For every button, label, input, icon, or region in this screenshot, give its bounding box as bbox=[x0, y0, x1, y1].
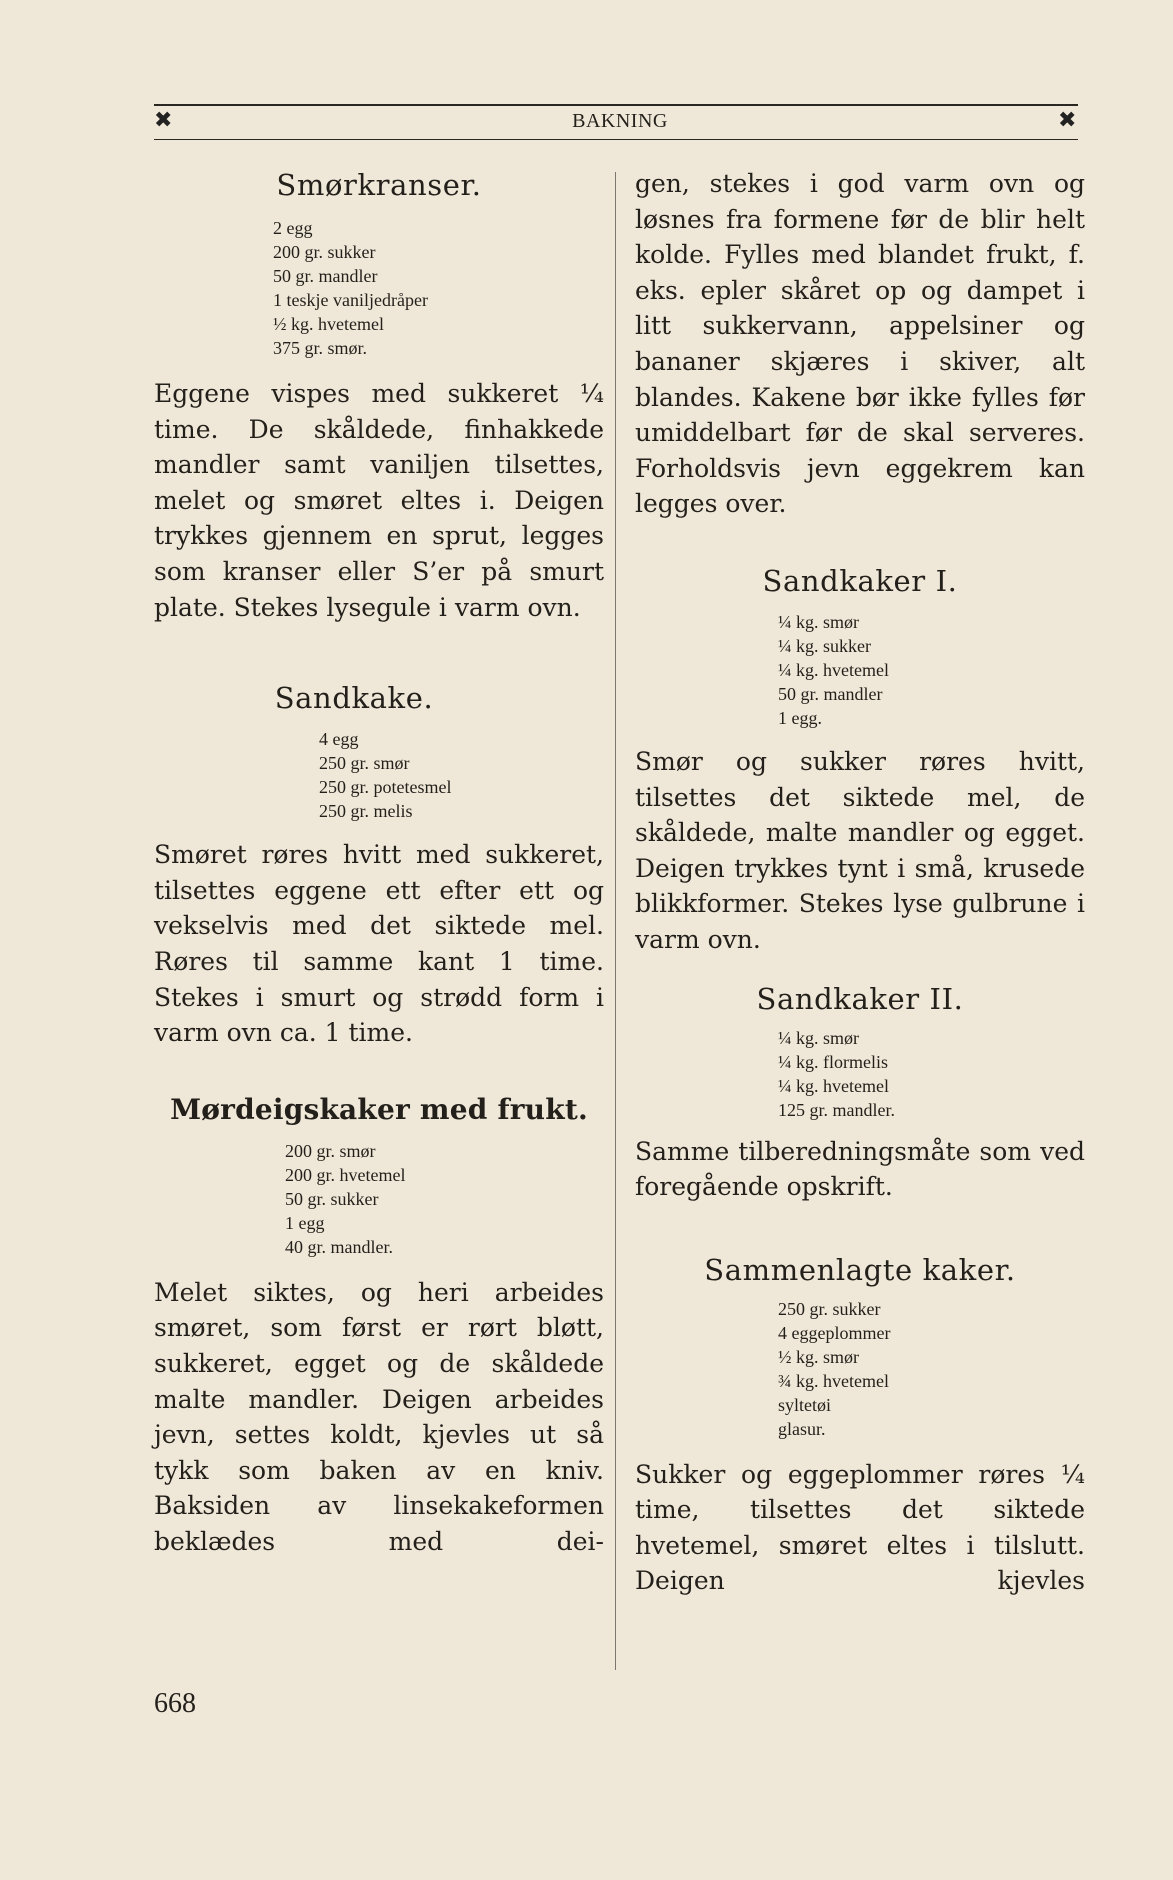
ingredient-item: 4 eggeplommer bbox=[778, 1322, 891, 1343]
continued-text: gen, stekes i god varm ovn og løsnes fra formene før de blir helt kolde. Fylles med blandet frukt, f. eks. epler skåret op og dampet i litt sukkervann, appelsiner og bananer skjæres i skiver, alt blandes. Kakene bør ikke fylles før umiddelbart før de skal serveres. Forholdsvis jevn eggekrem kan legges over. bbox=[635, 169, 1085, 519]
recipe-mordeigskaker bbox=[154, 1091, 604, 1560]
recipe-text: Melet siktes, og heri arbeides smøret, som først er rørt bløtt, sukkeret, egget og de skåldede malte mandler. Deigen arbeides jevn, settes koldt, kjevles ut så tykk som baken av en kniv. Baksiden av linsekakeformen beklædes med dei- bbox=[154, 1277, 604, 1556]
ingredient-item: 250 gr. potetesmel bbox=[319, 777, 452, 798]
recipe-text: Samme tilberedningsmåte som ved foregående opskrift. bbox=[635, 1136, 1085, 1202]
ingredient-item: 50 gr. mandler bbox=[778, 683, 883, 704]
ingredient-item: ½ kg. smør bbox=[778, 1346, 859, 1367]
right-column bbox=[635, 150, 1085, 1599]
recipe-title: Sandkaker II. bbox=[756, 981, 964, 1016]
ingredient-list bbox=[319, 727, 604, 823]
ingredient-item: ¼ kg. smør bbox=[778, 611, 859, 632]
ingredient-item: 4 egg bbox=[319, 729, 359, 750]
ingredient-list bbox=[273, 216, 604, 360]
ingredient-item: ¼ kg. smør bbox=[778, 1027, 859, 1048]
ingredient-item: ½ kg. hvetemel bbox=[273, 314, 384, 334]
ingredient-list bbox=[778, 1297, 1085, 1441]
ingredient-list bbox=[778, 1026, 1085, 1122]
ingredient-item: syltetøi bbox=[778, 1394, 831, 1415]
running-head: BAKNING bbox=[572, 110, 668, 132]
ingredient-item: 50 gr. sukker bbox=[285, 1188, 379, 1209]
recipe-title: Smørkranser. bbox=[276, 168, 482, 202]
header-bottom-rule bbox=[154, 139, 1078, 140]
recipe-text: Eggene vispes med sukkeret ¼ time. De skåldede, finhakkede mandler samt vaniljen tilsettes, melet og smøret eltes i. Deigen trykkes gjennem en sprut, legges som kranser eller S’er på smurt plate. Stekes lysegule i varm ovn. bbox=[154, 379, 604, 622]
recipe-title: Sandkake. bbox=[274, 681, 434, 716]
ingredient-item: 200 gr. smør bbox=[285, 1140, 376, 1161]
header-ornament-right: ✖ bbox=[1058, 108, 1077, 133]
ingredient-list bbox=[285, 1139, 604, 1259]
ingredient-item: ¼ kg. hvetemel bbox=[778, 659, 889, 680]
header-top-rule bbox=[154, 104, 1078, 106]
ingredient-item: 1 teskje vaniljedråper bbox=[273, 290, 428, 310]
recipe-text: Smør og sukker røres hvitt, tilsettes det siktede mel, de skåldede, malte mandler og egget. Deigen trykkes tynt i små, krusede blikkformer. Stekes lyse gulbrune i varm ovn. bbox=[635, 746, 1085, 954]
ingredient-item: 375 gr. smør. bbox=[273, 338, 368, 358]
recipe-text: Sukker og eggeplommer røres ¼ time, tilsettes det siktede hvetemel, smøret eltes i tilslutt. Deigen kjevles bbox=[635, 1459, 1085, 1596]
ingredient-item: ¼ kg. flormelis bbox=[778, 1051, 888, 1072]
recipe-sandkake bbox=[154, 679, 604, 1051]
header-ornament-left: ✖ bbox=[154, 108, 173, 133]
ingredient-item: 250 gr. melis bbox=[319, 801, 413, 822]
page-number: 668 bbox=[154, 1688, 196, 1719]
recipe-smorkranser bbox=[154, 166, 604, 625]
recipe-title: Sammenlagte kaker. bbox=[704, 1252, 1016, 1287]
recipe-title: Sandkaker I. bbox=[762, 563, 958, 598]
ingredient-item: 125 gr. mandler. bbox=[778, 1099, 895, 1120]
ingredient-item: 200 gr. sukker bbox=[273, 242, 376, 262]
ingredient-item: 200 gr. hvetemel bbox=[285, 1164, 406, 1185]
ingredient-item: 1 egg. bbox=[778, 707, 822, 728]
ingredient-item: 1 egg bbox=[285, 1212, 325, 1233]
ingredient-item: 50 gr. mandler bbox=[273, 266, 378, 286]
recipe-sammenlagte-kaker bbox=[635, 1251, 1085, 1599]
ingredient-item: 250 gr. smør bbox=[319, 753, 410, 774]
recipe-sandkaker-1 bbox=[635, 562, 1085, 958]
ingredient-item: 2 egg bbox=[273, 218, 313, 238]
ingredient-item: 40 gr. mandler. bbox=[285, 1236, 393, 1257]
recipe-sandkaker-2 bbox=[635, 980, 1085, 1205]
ingredient-list bbox=[778, 610, 1085, 730]
recipe-text: Smøret røres hvitt med sukkeret, tilsettes eggene ett efter ett og vekselvis med det siktede mel. Røres til samme kant 1 time. Stekes i smurt og strødd form i varm ovn ca. 1 time. bbox=[154, 840, 604, 1048]
ingredient-item: ¼ kg. hvetemel bbox=[778, 1075, 889, 1096]
left-column bbox=[154, 150, 604, 1559]
ingredient-item: 250 gr. sukker bbox=[778, 1298, 881, 1319]
recipe-title: Mørdeigskaker med frukt. bbox=[170, 1092, 588, 1126]
ingredient-item: ¼ kg. sukker bbox=[778, 635, 871, 656]
ingredient-item: glasur. bbox=[778, 1418, 826, 1439]
column-divider bbox=[615, 172, 616, 1670]
ingredient-item: ¾ kg. hvetemel bbox=[778, 1370, 889, 1391]
